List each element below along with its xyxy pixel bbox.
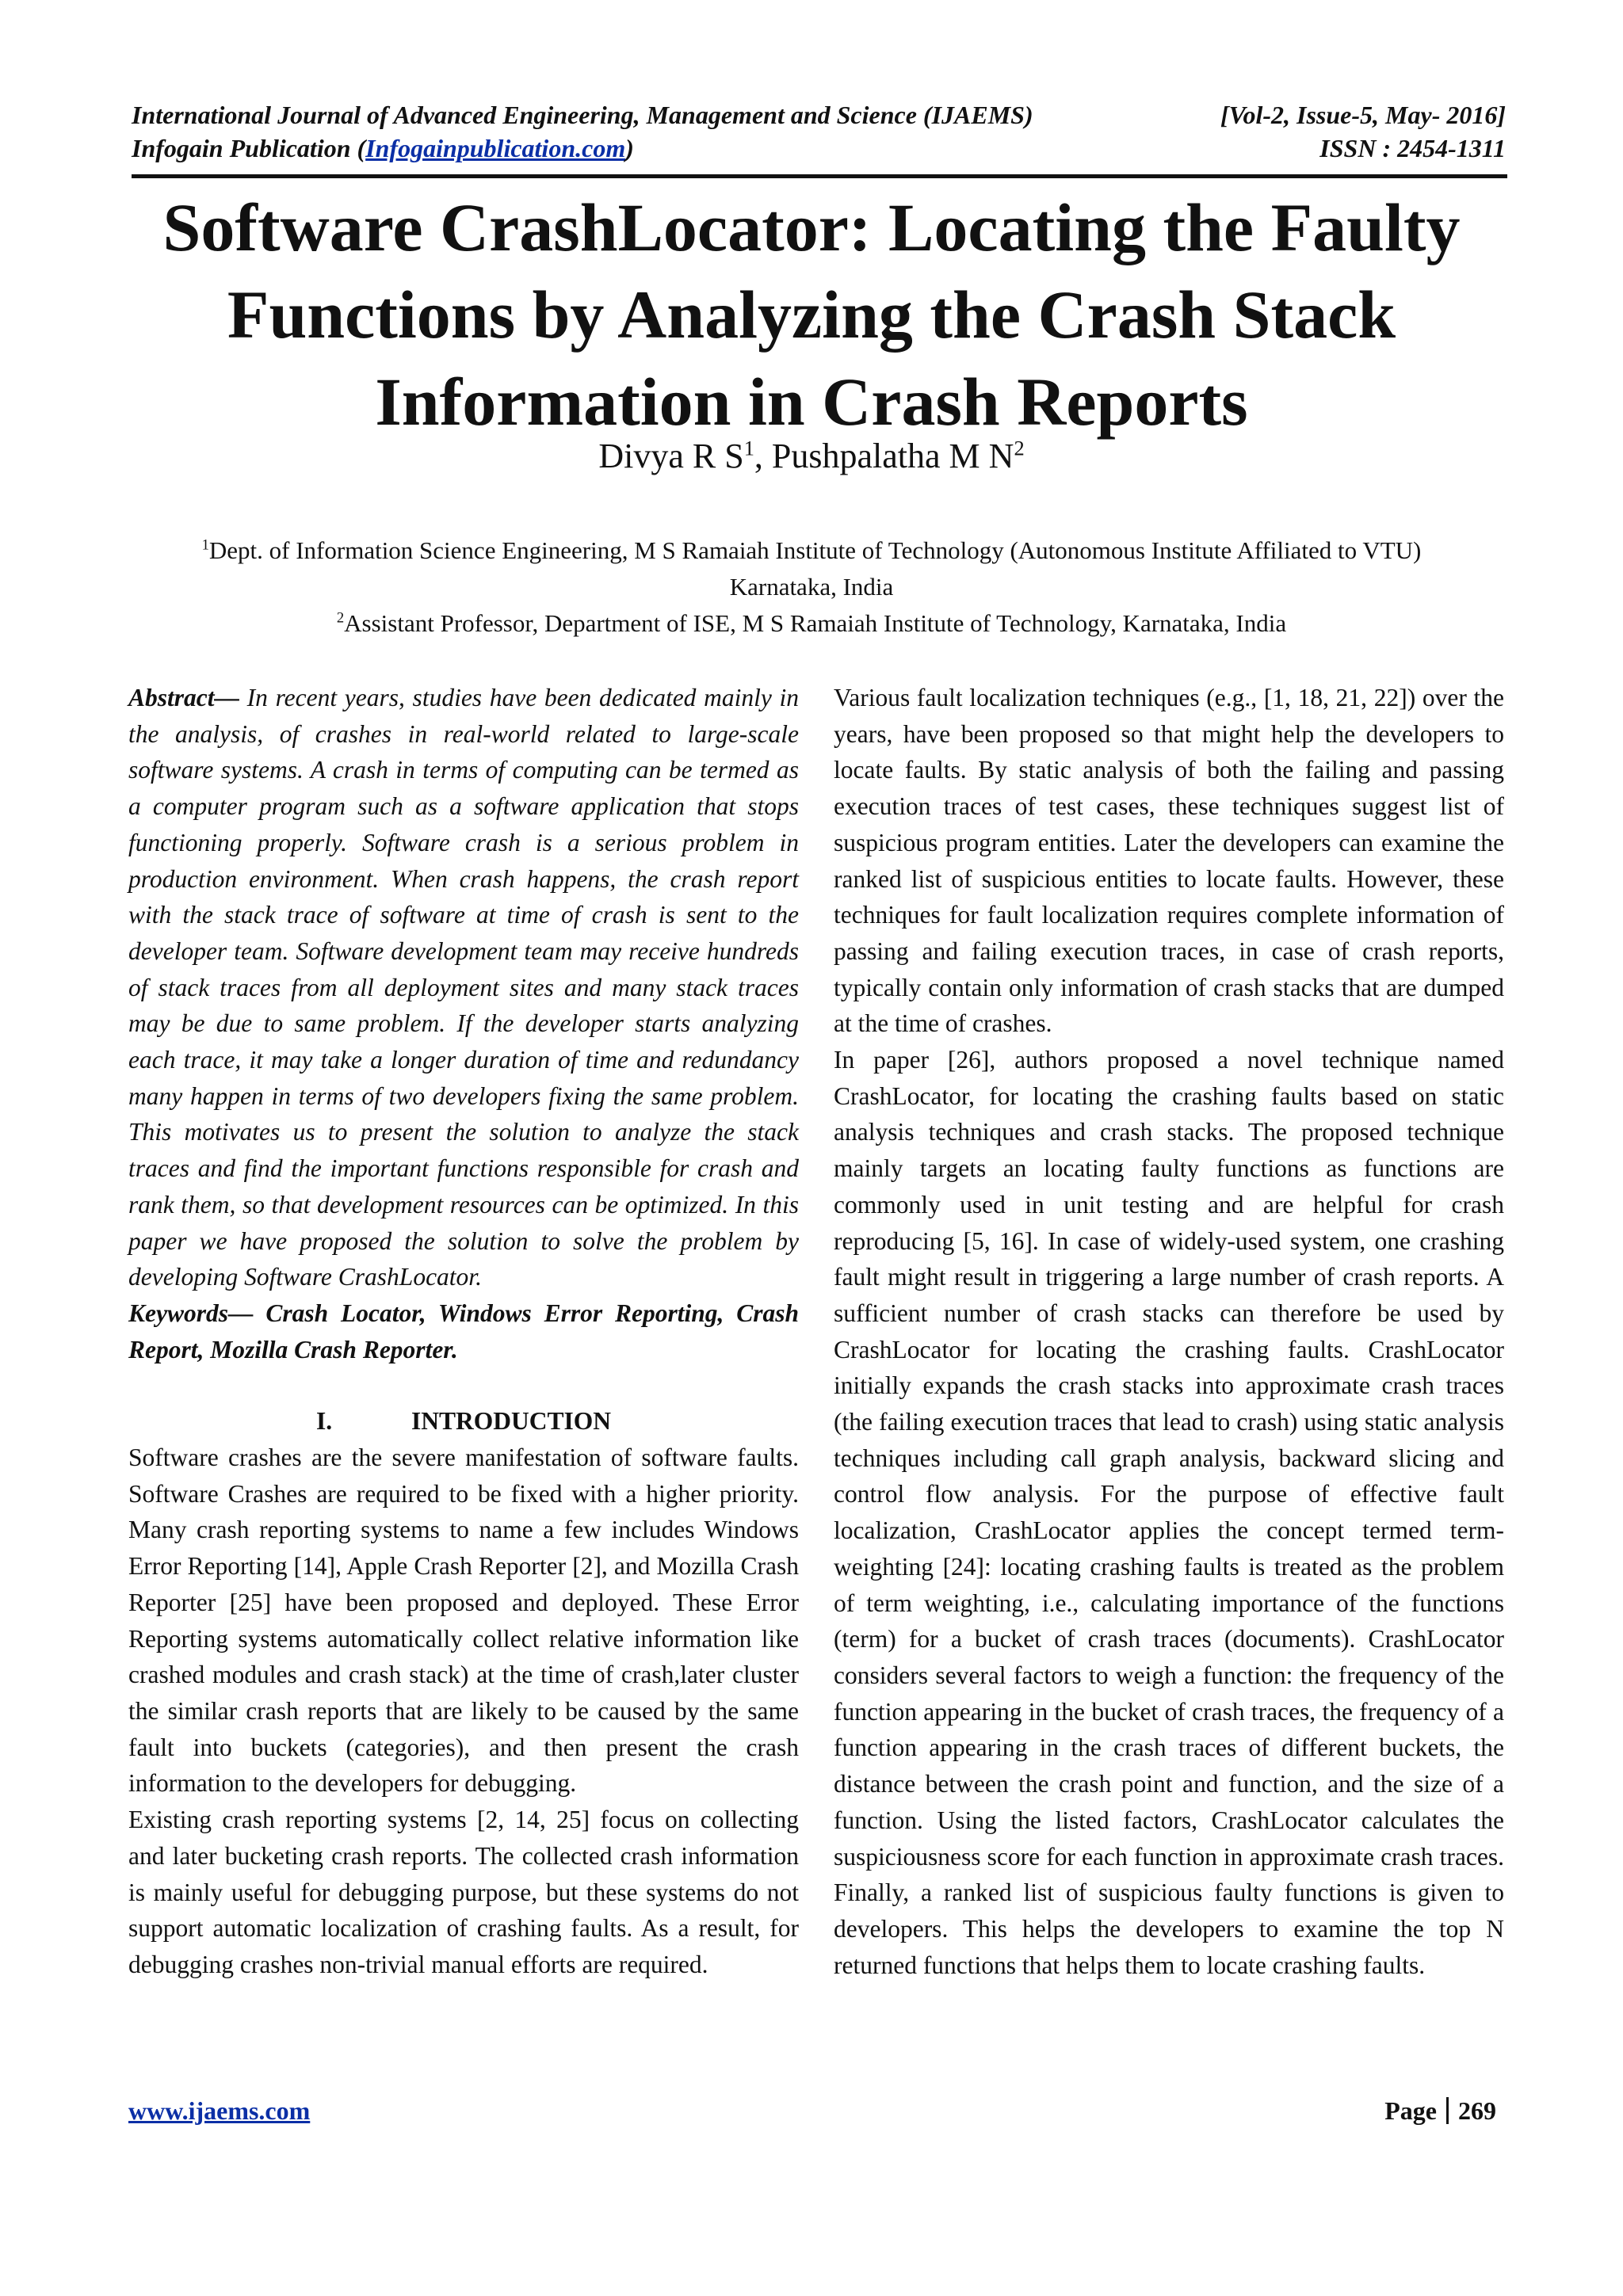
running-header: [132, 98, 1506, 165]
affiliation-2: [95, 605, 1528, 642]
affiliation-text: Dept. of Information Science Engineering, M S Ramaiah Institute of Technology (Autonomous Institute Affiliated to VTU): [208, 536, 1422, 564]
page-number-value: 269: [1458, 2096, 1496, 2125]
section-heading: [128, 1403, 799, 1440]
affiliation-1-location: Karnataka, India: [729, 573, 894, 601]
author-name: Divya R S: [598, 437, 744, 475]
volume-issue: [Vol-2, Issue-5, May- 2016]: [1220, 101, 1506, 129]
page-number: [1384, 2096, 1496, 2126]
section-number: I.: [315, 1407, 333, 1436]
publisher-suffix: ): [625, 134, 634, 162]
section-title: INTRODUCTION: [411, 1407, 612, 1436]
body-paragraph: In paper [26], authors proposed a novel technique named CrashLocator, for locating the crashing faults based on static analysis techniques and crash stacks. The proposed technique mainly targets an locating faulty functions as functions are commonly used in unit testing and are helpful for crash reproducing [5, 16]. In case of widely-used system, one crashing fault might result in triggering a large number of crash reports. A sufficient number of crash stacks can therefore be used by CrashLocator for locating the crashing faults. CrashLocator initially expands the crash stacks into approximate crash traces (the failing execution traces that lead to crash) using static analysis techniques including call graph analysis, backward slicing and control flow analysis. For the purpose of effective fault localization, CrashLocator applies the concept termed term-weighting [24]: locating crashing faults is treated as the problem of term weighting, i.e., calculating importance of the functions (term) for a bucket of crash traces (documents). CrashLocator considers several factors to weigh a function: the frequency of the function appearing in the bucket of crash traces, the frequency of a function appearing in the crash traces of different buckets, the distance between the crash point and function, and the size of a function. Using the listed factors, CrashLocator calculates the suspiciousness score for each function in approximate crash traces. Finally, a ranked list of suspicious faulty functions is given to developers. This helps the developers to examine the top N returned functions that helps them to locate crashing faults.: [834, 1046, 1504, 1979]
journal-name: International Journal of Advanced Engineering, Management and Science (IJAEMS): [132, 101, 1033, 129]
abstract-label: Abstract—: [128, 684, 240, 711]
body-paragraph: Various fault localization techniques (e.g., [1, 18, 21, 22]) over the years, have been proposed so that might help the developers to locate faults. By static analysis of both the failing and passing execution traces of test cases, these techniques suggest list of suspicious program entities. Later the developers can examine the ranked list of suspicious entities to locate faults. However, these techniques for fault localization requires complete information of passing and failing execution traces, in case of crash reports, typically contain only information of crash stacks that are dumped at the time of crashes.: [834, 684, 1504, 1038]
publisher-prefix: Infogain Publication (: [132, 134, 366, 162]
page-divider: [1446, 2097, 1449, 2124]
page-label: Page: [1384, 2096, 1437, 2125]
publisher: [132, 132, 634, 165]
header-rule: [132, 174, 1507, 178]
publisher-link[interactable]: Infogainpublication.com: [365, 134, 626, 162]
issn: ISSN : 2454-1311: [1319, 134, 1506, 162]
abstract-text: In recent years, studies have been dedicated mainly in the analysis, of crashes in real-world related to large-scale software systems. A crash in terms of computing can be termed as a computer program such as a software application that stops functioning properly. Software crash is a serious problem in production environment. When crash happens, the crash report with the stack trace of software at time of crash is sent to the developer team. Software development team may receive hundreds of stack traces from all deployment sites and many stack traces may be due to same problem. If the developer starts analyzing each trace, it may take a longer duration of time and redundancy many happen in terms of two developers fixing the same problem. This motivates us to present the solution to analyze the stack traces and find the important functions responsible for crash and rank them, so that development resources can be optimized. In this paper we have proposed the solution to solve the problem by developing Software CrashLocator.: [128, 684, 799, 1291]
footer-website-link[interactable]: www.ijaems.com: [128, 2096, 311, 2125]
abstract: [128, 680, 799, 1295]
author-name: Pushpalatha M N: [771, 437, 1014, 475]
body-paragraph: Software crashes are the severe manifestation of software faults. Software Crashes are required to be fixed with a higher priority. Many crash reporting systems to name a few includes Windows Error Reporting [14], Apple Crash Reporter [2], and Mozilla Crash Reporter [25] have been proposed and deployed. These Error Reporting systems automatically collect relative information like crashed modules and crash stack) at the time of crash,later cluster the similar crash reports that are likely to be caused by the same fault into buckets (categories), and then present the crash information to the developers for debugging.: [128, 1444, 799, 1798]
author-list: [0, 434, 1623, 479]
affiliation-text: Assistant Professor, Department of ISE, M S Ramaiah Institute of Technology, Karnataka, India: [344, 609, 1287, 637]
right-column: [834, 680, 1504, 1983]
affiliation-mark: 1: [201, 536, 209, 554]
body-paragraph: Existing crash reporting systems [2, 14, 25] focus on collecting and later bucketing crash reports. The collected crash information is mainly useful for debugging purpose, but these systems do not support automatic localization of crashing faults. As a result, for debugging crashes non-trivial manual efforts are required.: [128, 1806, 799, 1978]
affiliations: [95, 532, 1528, 642]
affiliation-mark: 2: [336, 609, 345, 627]
left-column: [128, 680, 799, 1983]
author-affiliation-mark: 2: [1014, 436, 1025, 460]
author-separator: ,: [754, 437, 772, 475]
paper-title: Software CrashLocator: Locating the Faulty Functions by Analyzing the Crash Stack Information in Crash Reports: [162, 189, 1461, 440]
keywords: Keywords— Crash Locator, Windows Error Reporting, Crash Report, Mozilla Crash Reporter.: [128, 1299, 799, 1363]
author-affiliation-mark: 1: [743, 436, 754, 460]
affiliation-1: [95, 532, 1528, 569]
